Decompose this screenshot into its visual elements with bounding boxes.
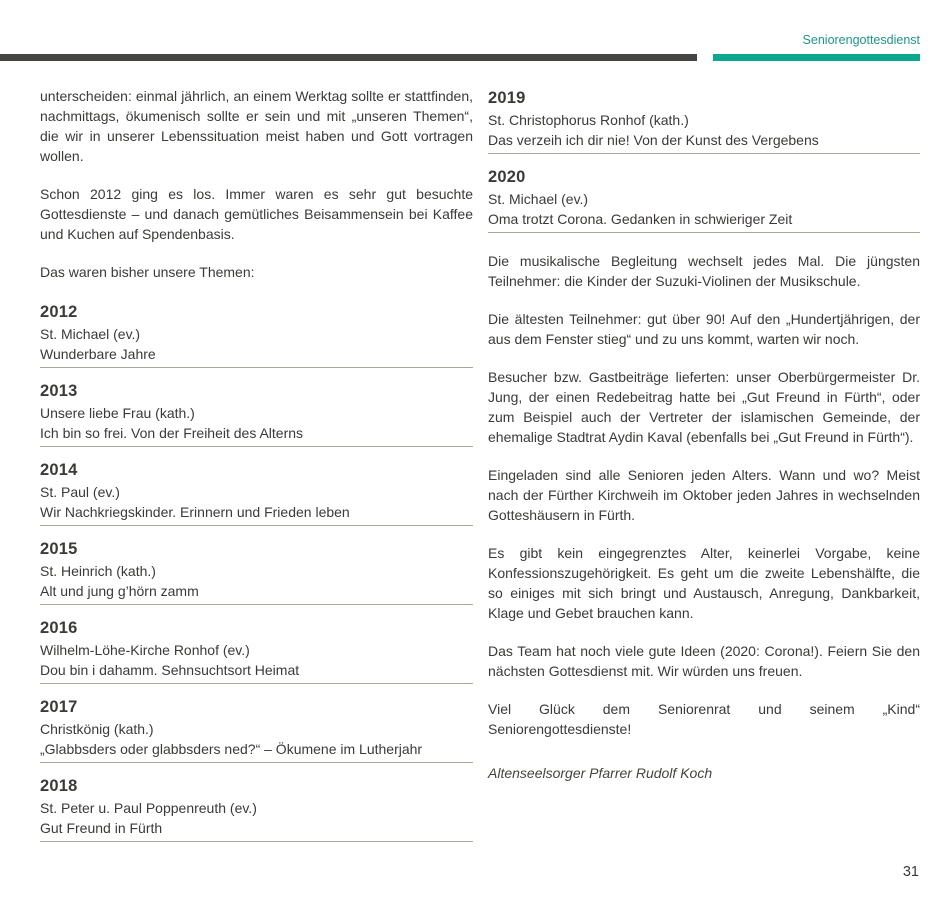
entry-church: St. Michael (ev.) <box>488 191 589 207</box>
entry-church: St. Michael (ev.) <box>40 326 141 342</box>
entry-year: 2017 <box>40 698 78 716</box>
page-number: 31 <box>902 864 919 880</box>
paragraph: Es gibt kein eingegrenztes Alter, keinerlei Vorgabe, keine Konfessionszugehörigkeit. Es geht um die zweite Lebenshälfte, die so einiges mit sich bringt und Austausch, Anregung, Dankbarkeit, Klage und Gebet brauchen kann. <box>488 545 920 621</box>
intro-paragraphs <box>40 86 473 282</box>
entry-divider <box>488 232 920 233</box>
entry-year: 2020 <box>488 168 526 186</box>
closing-paragraphs <box>488 251 920 739</box>
entry-year: 2013 <box>40 382 78 400</box>
right-column <box>488 86 920 783</box>
entry-year: 2019 <box>488 89 526 107</box>
entry-divider <box>40 367 473 368</box>
entry-church: St. Paul (ev.) <box>40 484 120 500</box>
entry-year: 2012 <box>40 303 78 321</box>
paragraph: Eingeladen sind alle Senioren jeden Alters. Wann und wo? Meist nach der Fürther Kirchweih im Oktober jeden Jahres in wechselnden Gotteshäusern in Fürth. <box>488 467 920 523</box>
entry-theme: Wir Nachkriegskinder. Erinnern und Frieden leben <box>40 504 350 520</box>
paragraph: Die ältesten Teilnehmer: gut über 90! Auf den „Hundertjährigen, der aus dem Fenster stieg“ und zu uns kommt, warten wir noch. <box>488 311 920 347</box>
entry-theme: Dou bin i dahamm. Sehnsuchtsort Heimat <box>40 662 300 678</box>
entry-church: St. Christophorus Ronhof (kath.) <box>488 112 689 128</box>
year-entry <box>40 695 473 763</box>
entry-theme: Ich bin so frei. Von der Freiheit des Alterns <box>40 425 304 441</box>
year-entry <box>40 458 473 526</box>
header-accent-bar <box>713 54 920 61</box>
year-entry <box>488 86 920 154</box>
paragraph: Das Team hat noch viele gute Ideen (2020: Corona!). Feiern Sie den nächsten Gottesdienst mit. Wir würden uns freuen. <box>488 643 920 679</box>
entry-theme: Wunderbare Jahre <box>40 346 156 362</box>
entry-divider <box>40 525 473 526</box>
year-entry-list-right <box>488 86 920 233</box>
header-dark-bar <box>0 54 697 61</box>
entry-theme: Das verzeih ich dir nie! Von der Kunst des Vergebens <box>488 132 819 148</box>
paragraph: Das waren bisher unsere Themen: <box>40 264 255 280</box>
entry-church: Wilhelm-Löhe-Kirche Ronhof (ev.) <box>40 642 250 658</box>
paragraph: Schon 2012 ging es los. Immer waren es sehr gut besuchte Gottesdienste – und danach gemütliches Beisammensein bei Kaffee und Kuchen auf Spendenbasis. <box>40 186 473 242</box>
entry-church: Unsere liebe Frau (kath.) <box>40 405 195 421</box>
paragraph: Viel Glück dem Seniorenrat und seinem „Kind“ Seniorengottesdienste! <box>488 701 920 737</box>
entry-year: 2015 <box>40 540 78 558</box>
paragraph: Die musikalische Begleitung wechselt jedes Mal. Die jüngsten Teilnehmer: die Kinder der Suzuki-Violinen der Musikschule. <box>488 253 920 289</box>
year-entry-list-left <box>40 300 473 842</box>
paragraph: unterscheiden: einmal jährlich, an einem Werktag sollte er stattfinden, nachmittags, ökumenisch sollte er sein und mit „unseren Themen“, die wir in unserer Lebenssituation meist haben und Gott vortragen wollen. <box>40 88 473 164</box>
signature: Altenseelsorger Pfarrer Rudolf Koch <box>488 765 713 781</box>
year-entry <box>488 165 920 233</box>
year-entry <box>40 616 473 684</box>
entry-year: 2016 <box>40 619 78 637</box>
year-entry <box>40 379 473 447</box>
entry-divider <box>40 762 473 763</box>
entry-divider <box>40 604 473 605</box>
entry-church: St. Heinrich (kath.) <box>40 563 156 579</box>
entry-divider <box>40 446 473 447</box>
entry-divider <box>40 683 473 684</box>
entry-theme: Oma trotzt Corona. Gedanken in schwieriger Zeit <box>488 211 793 227</box>
header-section-label: Seniorengottesdienst <box>802 33 920 47</box>
entry-theme: „Glabbsders oder glabbsders ned?“ – Ökumene im Lutherjahr <box>40 741 423 757</box>
entry-church: St. Peter u. Paul Poppenreuth (ev.) <box>40 800 257 816</box>
year-entry <box>40 774 473 842</box>
entry-theme: Alt und jung g’hörn zamm <box>40 583 199 599</box>
entry-year: 2014 <box>40 461 78 479</box>
entry-church: Christkönig (kath.) <box>40 721 154 737</box>
entry-divider <box>40 841 473 842</box>
entry-divider <box>488 153 920 154</box>
year-entry <box>40 300 473 368</box>
entry-year: 2018 <box>40 777 78 795</box>
paragraph: Besucher bzw. Gastbeiträge lieferten: unser Oberbürgermeister Dr. Jung, der einen Redebeitrag hatte bei „Gut Freund in Fürth“, oder zum Beispiel auch der Vertreter der islamischen Gemeinde, der ehemalige Stadtrat Aydin Kaval (ebenfalls bei „Gut Freund in Fürth“). <box>488 369 920 445</box>
year-entry <box>40 537 473 605</box>
entry-theme: Gut Freund in Fürth <box>40 820 163 836</box>
left-column <box>40 86 473 853</box>
